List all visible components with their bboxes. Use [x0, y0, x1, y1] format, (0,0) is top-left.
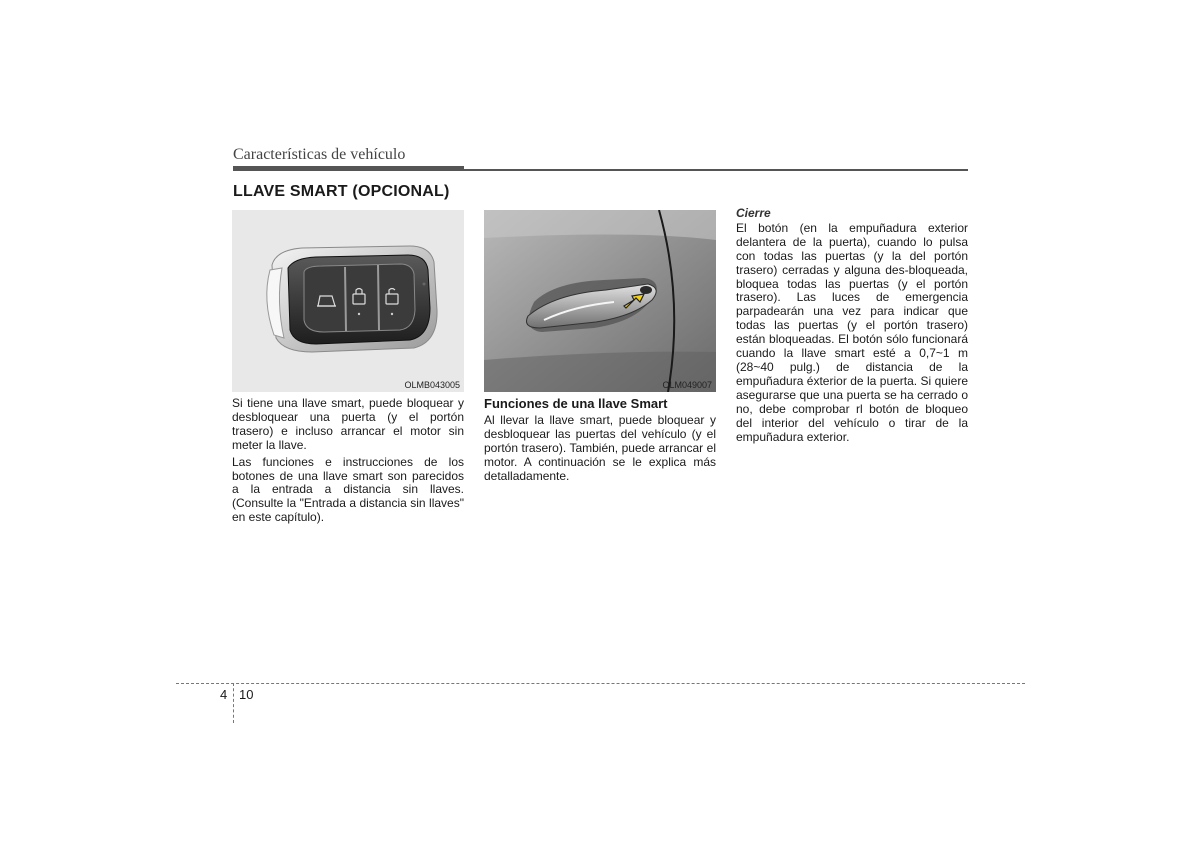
paragraph: Si tiene una llave smart, puede bloquear y desbloquear una puerta (y el portón trasero) e incluso arrancar el motor sin meter la llave. — [232, 396, 464, 452]
footer-divider — [233, 683, 234, 723]
paragraph: El botón (en la empuñadura exterior delantera de la puerta), cuando lo pulsa con todas las puertas (y la del portón trasero) cerradas y alguna des-bloqueada, bloquea todas las puertas (y el portón trasero). Las luces de emergencia parpadearán una vez para indicar que todas las puertas (y el portón trasero) están bloqueadas. El botón sólo funcionará cuando la llave smart esté a 0,7~1 m (28~40 pulg.) de distancia de la empuñadura éxterior de la puerta. Si quiere asegurarse que una puerta se ha cerrado o no, debe comprobar rl botón de bloqueo del interior del vehículo o tirar de la empuñadura exterior. — [736, 220, 968, 444]
column-1 — [232, 397, 464, 528]
door-handle-figure — [484, 210, 716, 392]
figure-caption: OLM049007 — [662, 380, 712, 390]
column-3 — [736, 207, 968, 447]
column-2 — [484, 397, 716, 486]
figure-caption: OLMB043005 — [404, 380, 460, 390]
header-rule-thick — [233, 166, 464, 171]
header-rule-thin — [464, 169, 968, 171]
section-title: LLAVE SMART (OPCIONAL) — [233, 183, 450, 200]
subsection-heading: Cierre — [736, 206, 771, 220]
subsection-heading: Funciones de una llave Smart — [484, 396, 668, 411]
door-handle-illustration — [484, 210, 716, 392]
smart-key-figure — [232, 210, 464, 392]
footer-rule — [176, 683, 1025, 684]
paragraph: Al llevar la llave smart, puede bloquear y desbloquear las puertas del vehículo (y el portón trasero). También, puede arrancar el motor. A continuación se le explica más detalladamente. — [484, 412, 716, 483]
running-header: Características de vehículo — [233, 146, 406, 163]
chapter-number: 4 — [220, 687, 228, 702]
paragraph: Las funciones e instrucciones de los botones de una llave smart son parecidos a la entrada a distancia sin llaves. (Consulte la "Entrada a distancia sin llaves" en este capítulo). — [232, 454, 464, 525]
smart-key-illustration — [232, 210, 464, 392]
page-number: 10 — [239, 687, 254, 702]
